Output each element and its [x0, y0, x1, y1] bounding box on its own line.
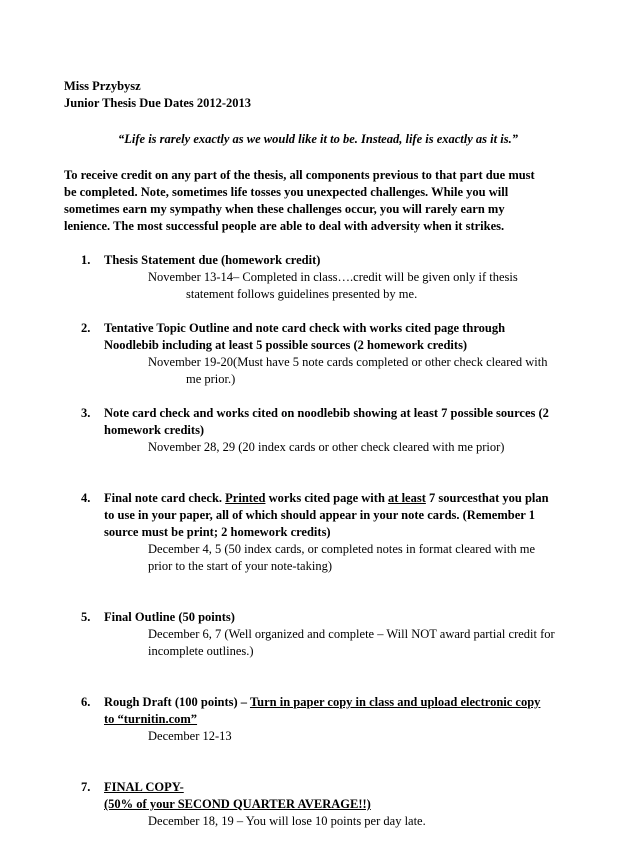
item-title-line: Final Outline (50 points)	[104, 610, 235, 624]
turn-in-emphasis: Turn in paper copy in class and upload electronic copy	[249, 695, 541, 709]
list-item-final-note-card-check	[64, 490, 584, 575]
list-item-final-outline	[64, 609, 584, 660]
item-title-line: Tentative Topic Outline and note card check with works cited page through	[104, 321, 506, 335]
item-title-line: to use in your paper, all of which should appear in your note cards. (Remember 1	[104, 508, 535, 522]
item-detail-line: statement follows guidelines presented by me.	[186, 287, 418, 301]
item-title-line: Note card check and works cited on noodlebib showing at least 7 possible sources (2	[104, 406, 549, 420]
title-text: Rough Draft (100 points) –	[104, 695, 250, 709]
item-title	[104, 252, 584, 269]
quote: “Life is rarely exactly as we would like it to be. Instead, life is exactly as it is.”	[118, 132, 518, 146]
item-title-line: homework credits)	[104, 423, 205, 437]
item-title-line	[104, 694, 584, 711]
item-number: 6.	[81, 695, 91, 709]
intro-line: lenience. The most successful people are able to deal with adversity when it strikes.	[64, 219, 505, 233]
list-item-rough-draft	[64, 694, 584, 745]
item-detail-line: prior to the start of your note-taking)	[148, 559, 332, 573]
list-item-thesis-statement	[64, 252, 584, 303]
item-title-line	[104, 490, 584, 507]
item-detail-line: December 18, 19 – You will lose 10 points per day late.	[148, 814, 426, 828]
item-detail	[104, 354, 584, 388]
item-title	[104, 609, 584, 626]
item-title-line: to “turnitin.com”	[104, 712, 198, 726]
item-title-line: Noodlebib including at least 5 possible sources (2 homework credits)	[104, 338, 468, 352]
due-date-list	[64, 252, 584, 830]
document-title: Junior Thesis Due Dates 2012-2013	[64, 96, 252, 110]
item-number: 1.	[81, 253, 91, 267]
list-item-topic-outline	[64, 320, 584, 388]
document-page	[64, 78, 584, 847]
list-item-note-card-check	[64, 405, 584, 456]
intro-line: sometimes earn my sympathy when these challenges occur, you will rarely earn my	[64, 202, 505, 216]
item-number: 5.	[81, 610, 91, 624]
item-title-line: (50% of your SECOND QUARTER AVERAGE!!)	[104, 797, 371, 811]
intro-paragraph	[64, 167, 584, 235]
item-detail-line: November 13-14– Completed in class….credit will be given only if thesis	[148, 270, 518, 284]
item-number: 3.	[81, 406, 91, 420]
document-header	[64, 78, 584, 112]
item-detail	[104, 626, 584, 660]
item-detail	[104, 813, 584, 830]
item-number: 7.	[81, 780, 91, 794]
item-title	[104, 779, 584, 813]
item-title	[104, 490, 584, 541]
item-detail-line: December 12-13	[148, 729, 232, 743]
intro-line: be completed. Note, sometimes life tosses you unexpected challenges. While you will	[64, 185, 509, 199]
item-number: 4.	[81, 491, 91, 505]
item-detail-line: November 19-20(Must have 5 note cards completed or other check cleared with	[148, 355, 548, 369]
item-detail	[104, 541, 584, 575]
item-title-line: FINAL COPY-	[104, 780, 184, 794]
item-title	[104, 405, 584, 439]
item-number: 2.	[81, 321, 91, 335]
at-least-emphasis: at least	[388, 491, 426, 505]
list-item-final-copy	[64, 779, 584, 830]
item-title	[104, 320, 584, 354]
item-detail-line: December 4, 5 (50 index cards, or completed notes in format cleared with me	[148, 542, 536, 556]
item-detail-line: December 6, 7 (Well organized and complete – Will NOT award partial credit for	[148, 627, 555, 641]
item-detail-line: November 28, 29 (20 index cards or other check cleared with me prior)	[148, 440, 505, 454]
item-detail-line: incomplete outlines.)	[148, 644, 254, 658]
item-title-line: source must be print; 2 homework credits)	[104, 525, 331, 539]
item-title	[104, 694, 584, 728]
title-text: works cited page with	[265, 491, 389, 505]
item-detail-line: me prior.)	[186, 372, 236, 386]
item-detail	[104, 728, 584, 745]
item-detail	[104, 269, 584, 303]
intro-line: To receive credit on any part of the thesis, all components previous to that part due must	[64, 168, 535, 182]
item-detail	[104, 439, 584, 456]
teacher-name: Miss Przybysz	[64, 79, 141, 93]
item-title-line: Thesis Statement due (homework credit)	[104, 253, 321, 267]
title-text: Final note card check.	[104, 491, 226, 505]
printed-emphasis: Printed	[225, 491, 266, 505]
title-text: 7 sourcesthat you plan	[425, 491, 549, 505]
